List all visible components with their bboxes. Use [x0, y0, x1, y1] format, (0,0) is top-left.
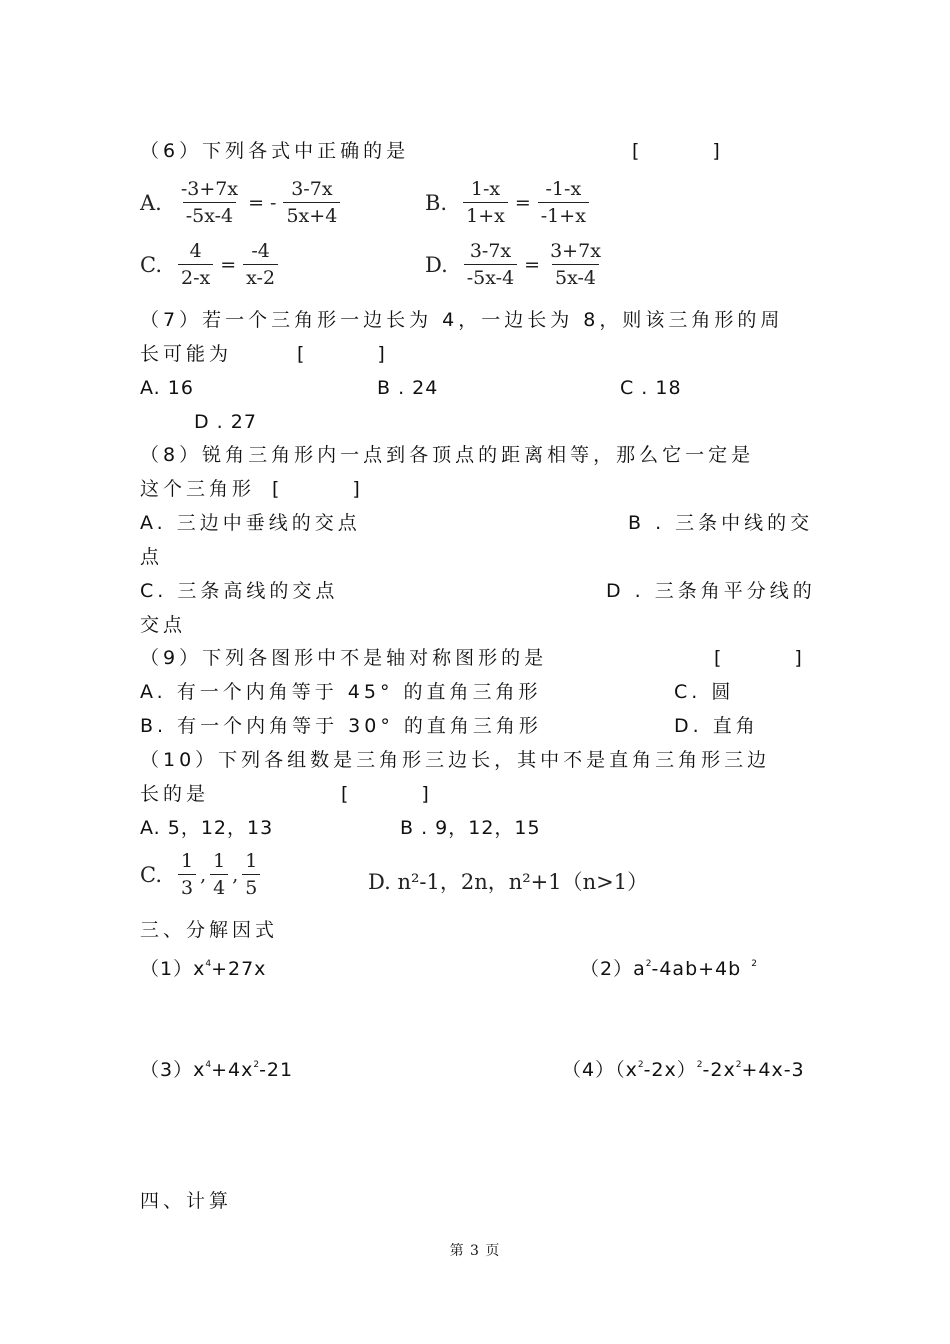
q9-option-b: B. 有一个内角等于 30° 的直角三角形	[140, 715, 542, 737]
q8-option-d: D . 三条角平分线的	[606, 580, 816, 602]
page-number: 第 3 页	[449, 1243, 501, 1259]
q7-stem-line2: 长可能为	[140, 343, 233, 365]
q6-option-d	[425, 240, 608, 289]
factor-problem-1: $(1)x^4+27x$	[140, 958, 267, 980]
q6-stem: （6）下列各式中正确的是	[140, 140, 410, 162]
fraction: $\frac{3-7x}{-5x-4}$	[464, 240, 517, 289]
fraction: $\frac{1}{4}$	[210, 850, 228, 899]
q8-option-b-continued: 点	[140, 546, 164, 568]
equals-sign: =	[514, 191, 531, 214]
q8-answer-bracket: [ ]	[272, 478, 364, 500]
q6-option-a	[140, 178, 344, 227]
option-label: A.	[140, 190, 162, 215]
equals-sign: =	[220, 253, 237, 276]
fraction: $\frac{-4}{x-2}$	[243, 240, 278, 289]
fraction: $\frac{1}{5}$	[242, 850, 260, 899]
factor-problem-4: $(4)(x^2-2x)^2-2x^2+4x-3$	[562, 1059, 805, 1081]
q9-option-a: A. 有一个内角等于 45° 的直角三角形	[140, 681, 542, 703]
factor-problem-3: $(3)x^4+4x^2-21$	[140, 1059, 294, 1081]
section-4-heading: 四、计算	[140, 1190, 233, 1212]
q10-option-b: B . 9，12，15	[400, 817, 541, 839]
q10-stem-line2: 长的是	[140, 783, 210, 805]
equals-sign: =	[524, 253, 541, 276]
q7-answer-bracket: [ ]	[297, 343, 389, 365]
q8-stem-line2: 这个三角形	[140, 478, 256, 500]
q10-option-a: A. 5，12，13	[140, 817, 274, 839]
q9-option-c: C. 圆	[674, 681, 735, 703]
q9-stem: （9）下列各图形中不是轴对称图形的是	[140, 647, 548, 669]
q10-option-d: D. n²-1，2n，n²+1（n>1）	[368, 870, 649, 894]
factor-problem-2: $(2)a^2-4ab+4b$ $^2$	[580, 958, 757, 980]
q8-option-c: C. 三条高线的交点	[140, 580, 339, 602]
fraction: $\frac{3+7x}{5x-4}$	[550, 240, 601, 289]
q7-option-b: B . 24	[377, 377, 439, 399]
q9-answer-bracket: [ ]	[714, 647, 806, 669]
q8-option-d-continued: 交点	[140, 614, 187, 636]
q8-option-a: A. 三边中垂线的交点	[140, 512, 361, 534]
section-3-heading: 三、分解因式	[140, 919, 279, 941]
q10-answer-bracket: [ ]	[341, 783, 433, 805]
q8-stem-line1: （8）锐角三角形内一点到各顶点的距离相等，那么它一定是	[140, 444, 755, 466]
q7-option-a: A. 16	[140, 377, 194, 399]
q6-option-c	[140, 240, 282, 289]
fraction: $\frac{-1-x}{-1+x}$	[538, 178, 589, 227]
q10-option-c: C. $\frac{1}{3}$ , $\frac{1}{4}$ , $\frac{1}{5}$	[140, 850, 264, 899]
fraction: $\frac{3-7x}{5x+4}$	[283, 178, 340, 227]
q7-option-c: C . 18	[620, 377, 682, 399]
q6-answer-bracket: [ ]	[632, 140, 724, 162]
q6-option-b	[425, 178, 593, 227]
fraction: $\frac{4}{2-x}$	[178, 240, 213, 289]
q7-option-d: D . 27	[194, 411, 257, 433]
option-label: C.	[140, 252, 162, 277]
option-label: C.	[140, 862, 162, 887]
fraction: $\frac{1}{3}$	[178, 850, 196, 899]
q7-stem-line1: （7）若一个三角形一边长为 4，一边长为 8，则该三角形的周	[140, 309, 784, 331]
option-label: D.	[425, 252, 448, 277]
fraction: $\frac{1-x}{1+x}$	[463, 178, 508, 227]
fraction: $\frac{-3+7x}{-5x-4}$	[180, 178, 239, 227]
q9-option-d: D. 直角	[674, 715, 759, 737]
q10-stem-line1: （10）下列各组数是三角形三边长，其中不是直角三角形三边	[140, 749, 771, 771]
q8-option-b: B . 三条中线的交	[628, 512, 814, 534]
equals-sign: = -	[248, 191, 277, 214]
option-label: B.	[425, 190, 448, 215]
